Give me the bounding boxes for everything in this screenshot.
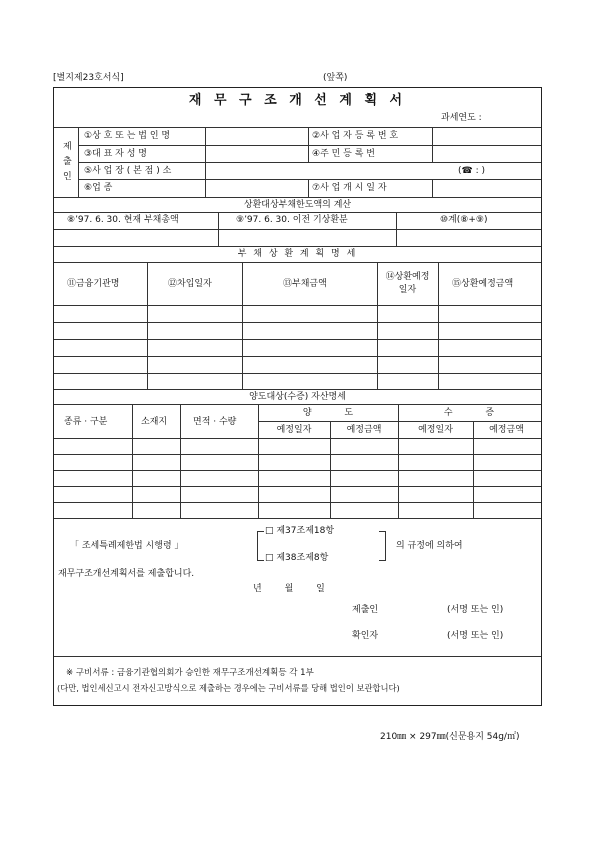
kind-header: 종류 · 구분 [64,417,108,427]
submitter-label: 제출인 [63,142,72,182]
submitter-sign-label: 제출인 [352,605,379,615]
debt-amount-header: ⑬부채금액 [283,279,327,289]
start-date-label: ⑦사 업 개 시 일 자 [312,183,387,193]
option-article-37[interactable]: □ 제37조제18항 [265,526,335,536]
page-side-label: (앞쪽) [323,73,348,83]
repay-date-header-2: 일자 [398,285,417,295]
total-debt-label: ⑧’97. 6. 30. 현재 부채총액 [67,215,179,225]
receipt-date-header: 예정일자 [418,425,453,435]
required-docs-note: ※ 구비서류 : 금융기관협의회가 승인한 재무구조개선계획등 각 1부 [66,668,314,678]
form-title: 재 무 구 조 개 선 계 획 서 [188,93,407,108]
transfer-amount-header: 예정금액 [346,425,382,435]
confirmer-sign-label: 확인자 [352,631,379,641]
tax-year-label: 과세연도 : [441,113,482,123]
transfer-header: 양 도 [302,408,354,418]
industry-label: ⑥업 종 [84,183,113,193]
law-name: 「 조세특례제한법 시행령 」 [70,541,184,551]
resident-number-label: ④주 민 등 록 번 [312,149,375,159]
address-label: ⑤사 업 장 ( 본 점 ) 소 [84,166,172,176]
bank-name-header: ⑪금융기관명 [67,279,120,289]
required-docs-exception: (다만, 법인세신고시 전자신고방식으로 제출하는 경우에는 구비서류를 당해 법인이 보관합니다) [57,683,400,693]
confirmer-sign-field[interactable]: (서명 또는 인) [447,631,504,641]
submitter-sign-field[interactable]: (서명 또는 인) [447,605,504,615]
transfer-date-header: 예정일자 [276,425,312,435]
area-header: 면적 · 수량 [193,417,237,427]
form-number: [별지제23호서식] [53,73,124,83]
date-line: 년 월 일 [253,584,325,594]
asset-section-title: 양도대상(수증) 자산명세 [249,392,346,402]
limit-section-title: 상환대상부채한도액의 계산 [243,200,352,210]
receipt-header: 수 증 [443,408,495,418]
representative-label: ③대 표 자 성 명 [84,149,147,159]
company-name-label: ①상 호 또 는 법 인 명 [84,131,171,141]
repaid-label: ⑨’97. 6. 30. 이전 기상환분 [236,215,348,225]
loan-date-header: ⑫차입일자 [168,279,212,289]
business-number-label: ②사 업 자 등 록 번 호 [312,131,399,141]
regulation-text: 의 규정에 의하여 [396,541,463,551]
receipt-amount-header: 예정금액 [489,425,524,435]
option-article-38[interactable]: □ 제38조제8항 [265,553,329,563]
submit-statement: 재무구조개선계획서를 제출합니다. [58,569,195,579]
debt-section-title: 부 채 상 환 계 획 명 세 [237,249,358,259]
sum-label: ⑩계(⑧+⑨) [440,215,488,225]
paper-spec: 210㎜ × 297㎜(신문용지 54g/㎡) [380,732,520,742]
phone-label: (☎ : ) [458,166,485,176]
repay-amount-header: ⑮상환예정금액 [452,279,514,289]
location-header: 소재지 [141,417,168,427]
repay-date-header: ⑭상환예정 [385,272,430,282]
